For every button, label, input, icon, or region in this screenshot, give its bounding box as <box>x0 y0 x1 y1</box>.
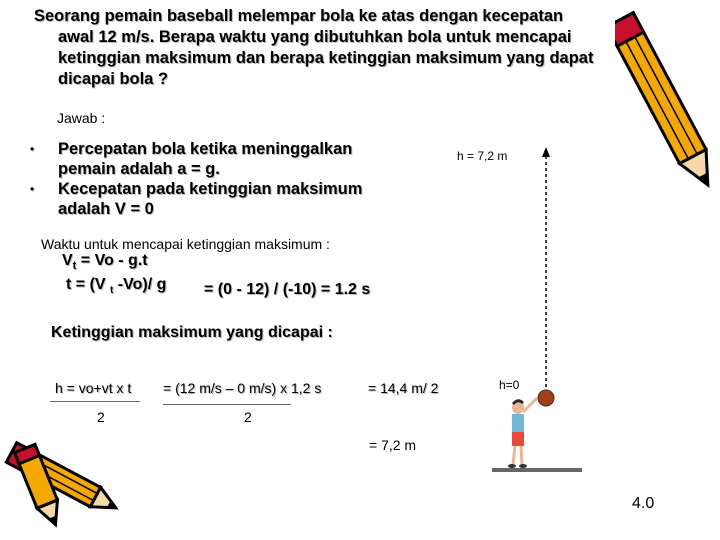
bullet-1-line-2: pemain adalah a = g. <box>58 160 220 178</box>
fraction-line <box>50 401 140 402</box>
bullet-1-line-1: Percepatan bola ketika meninggalkan <box>58 140 353 158</box>
problem-line-2: awal 12 m/s. Berapa waktu yang dibutuhkan bola untuk mencapai <box>58 28 572 46</box>
bullet-icon: • <box>30 182 35 196</box>
problem-statement <box>34 6 593 90</box>
bullet-2-line-2: adalah V = 0 <box>58 200 154 218</box>
trajectory-diagram <box>485 130 585 490</box>
ball-icon <box>538 390 554 406</box>
arrow-up-icon <box>542 147 550 157</box>
bullet-list <box>30 139 362 219</box>
ketinggian-label: Ketinggian maksimum yang dicapai : <box>51 324 333 341</box>
pencil-icon <box>615 0 715 200</box>
height-eq-part-2: = (12 m/s – 0 m/s) x 1,2 s <box>163 380 322 396</box>
problem-line-3: ketinggian maksimum dan berapa ketinggian maksimum yang dapat <box>58 49 594 67</box>
problem-line-4: dicapai bola ? <box>58 70 169 88</box>
bullet-icon: • <box>30 142 35 156</box>
formula-time-result: = (0 - 12) / (-10) = 1.2 s <box>204 281 371 298</box>
height-eq-part-3: = 14,4 m/ 2 <box>368 380 439 396</box>
height-eq-part-1: h = vo+vt x t <box>55 380 132 396</box>
list-item <box>30 179 362 219</box>
formula-velocity: $V_t = Vo - g.t$ <box>62 252 148 273</box>
height-zero-label: h=0 <box>499 378 520 392</box>
page-number: 4.0 <box>632 495 655 512</box>
waktu-label: Waktu untuk mencapai ketinggian maksimum : <box>41 236 330 252</box>
baseball-player-icon <box>508 398 537 468</box>
bullet-2-line-1: Kecepatan pada ketinggian maksimum <box>58 180 363 198</box>
list-item <box>30 139 362 179</box>
height-eq-denominator-2: 2 <box>244 409 252 425</box>
pencils-icon <box>0 430 130 540</box>
ground-line <box>492 468 582 472</box>
problem-line-1: Seorang pemain baseball melempar bola ke atas dengan kecepatan <box>34 7 564 25</box>
formula-time: t = (V $_t$ -Vo)/ g <box>66 276 167 297</box>
height-max-label: h = 7,2 m <box>457 149 508 163</box>
jawab-label: Jawab : <box>57 110 106 126</box>
height-result: = 7,2 m <box>369 437 417 453</box>
height-eq-denominator-1: 2 <box>97 409 105 425</box>
fraction-line <box>163 404 291 405</box>
